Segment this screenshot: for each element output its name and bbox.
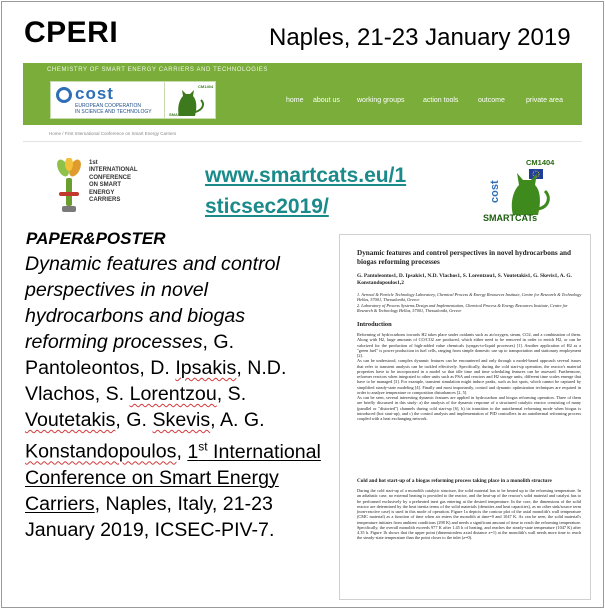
author: Voutetakis bbox=[25, 409, 116, 431]
breadcrumb[interactable]: Home / First International Conference on Smart Energy Carriers bbox=[49, 131, 177, 136]
conf-ordinal: st bbox=[198, 439, 208, 453]
conf-number: 1 bbox=[187, 440, 199, 463]
paper-section-text: During the cold start-up of a monolith catalytic structure, the solid material has to be heated up to the reforming temperature. In an adiabatic case, no external heating is provided to the reactor, and the heat-up of the reactor's solid material and catalyst has to be performed exclusively by a preheated inert gas entering at the desired temperature. In the core, the dimensions of the solid reactor are determined by the heat inertia terms of the solid materials (densities and heat capacities), as no other sink/source term (non-reactive case) is used in this mode of operation. Figure 1a depicts the contour plot of the axial monolith's wall temperature (CMC material) as a function of time when air enters the monolith at time=0 and 1047 K. As can be seen, the solid material's temperature initiates from ambient conditions (298 K) and needs a significant amount of time to reach the reforming temperature. Specifically, the overall monolith exceeds 977 K after 1.45 h of heating, and reaches the steady-state temperature (1047 K) after 4.35 h. Figure 1b shows that the upper point (dimensionless axial distance z=1) at the monolith's wall needs more time to reach the steady-state temperature than the point closer to the inlet (z=0). bbox=[357, 488, 581, 541]
conf-line-4: ON SMART bbox=[89, 182, 121, 189]
cat-code: CM1404 bbox=[198, 84, 214, 89]
author: Lorentzou bbox=[129, 383, 217, 405]
sep: , D. bbox=[139, 357, 176, 379]
sep: , N.D. bbox=[236, 357, 287, 379]
url-line-1[interactable]: www.smartcats.eu/1 bbox=[205, 164, 407, 187]
location-date: Naples, 21-23 January 2019 bbox=[269, 24, 571, 51]
smartcats-brand: SMARTCATs bbox=[483, 213, 538, 223]
paper-intro-heading: Introduction bbox=[357, 321, 392, 328]
author: Vlachos bbox=[25, 383, 95, 405]
site-header-bar bbox=[23, 63, 582, 125]
event-title: CPERI bbox=[24, 16, 119, 49]
conference-url-link[interactable] bbox=[205, 160, 406, 222]
conf-line-1: 1st bbox=[89, 160, 98, 166]
nav-action-tools[interactable]: action tools bbox=[423, 97, 459, 104]
url-line-2[interactable]: sticsec2019/ bbox=[205, 195, 329, 218]
smartcats-small-logo[interactable] bbox=[164, 81, 216, 119]
conf-line-2: INTERNATIONAL bbox=[89, 167, 138, 174]
author: Ipsakis bbox=[175, 357, 237, 379]
cost-vertical-logo bbox=[489, 167, 499, 211]
cost-subtitle: EUROPEAN COOPERATION IN SCIENCE AND TECHNOLOGY bbox=[75, 103, 152, 115]
conf-line-5: ENERGY bbox=[89, 189, 115, 196]
cost-wordmark: cost bbox=[75, 84, 114, 103]
paper-preview bbox=[339, 234, 591, 600]
smartcats-code: CM1404 bbox=[526, 158, 555, 167]
conf-line-6: CARRIERS bbox=[89, 197, 121, 204]
sep: , S. bbox=[94, 383, 130, 405]
conference-logo-icon bbox=[54, 158, 84, 218]
conference-title bbox=[89, 160, 138, 204]
sep: , G. bbox=[202, 331, 235, 353]
citation-tail: , Naples, Italy, 21-23 January 2019, ICSEC-PIV-7. bbox=[25, 492, 275, 541]
site-tagline: CHEMISTRY OF SMART ENERGY CARRIERS AND TECHNOLOGIES bbox=[47, 67, 268, 73]
cost-ring-icon bbox=[56, 87, 72, 103]
paper-intro-text: Reforming of hydrocarbons towards H2 takes place under oxidants such as air/oxygen, steam, CO2, and a combination of them. Along with H2, large amounts of CO/CO2 are produced, which either need to be removed in order to enrich H2, or can be valorized for the production of high-added value chemicals (syngas-to-liquid processes) [1]. Another application of H2 as a "green fuel" is power production in fuel cells, ranging from simple domestic use up to transportation and stationary employment [2]. As can be understood, complex dynamic features can be encountered and only through a model-based approach several issues that refer to transient analysis can be tackled effectively. Specifically, during the cold start-up operation, the reactor's material properties have to be incorporated in a model so that idle time and time scheduling features can be assessed. Furthermore, reformer reactors when integrated to other units such as PSA and reactors and H2 storage units, different time scales emerge that have to be managed [3]. For example, transient simulation might induce peaks, such as hot spots, which cannot be captured by simplified steady-state modeling [4]. Finally and most importantly, control and dynamic optimization techniques are required in order to analyze temperature or composition disturbances [2, 5]. As can be seen, several interesting dynamic features are applied in hydrocarbon and biogas reforming operation. Three of them are briefly discussed in this study: a) the analysis of the dynamic response of a structured catalytic reactor consisting of many (parallel or "distorted") channels during cold start-up [6], b) its transition to the autothermal reforming mode when biogas is introduced (hot start-up), and c) the control analysis and implementation of PID controllers in an autothermal reforming process coupled with a heat exchanging network. bbox=[357, 332, 581, 421]
smartcats-logo bbox=[483, 155, 565, 227]
author: Skevis bbox=[152, 409, 211, 431]
cost-vertical-text: cost bbox=[489, 180, 501, 203]
nav-about-us[interactable]: about us bbox=[313, 97, 340, 104]
sep: , A. G. bbox=[210, 409, 265, 431]
conf-line-3: CONFERENCE bbox=[89, 174, 132, 181]
nav-private-area[interactable]: private area bbox=[526, 97, 563, 104]
citation-text bbox=[25, 251, 323, 543]
sep: , bbox=[176, 440, 188, 463]
cost-logo[interactable] bbox=[50, 81, 175, 119]
author: Pantoleontos bbox=[25, 357, 140, 379]
cat-label: SMARTCATs bbox=[169, 112, 194, 117]
publication-type: PAPER&POSTER bbox=[26, 229, 166, 248]
nav-outcome[interactable]: outcome bbox=[478, 97, 505, 104]
conf-title: International Conference on Smart Energy Carriers bbox=[25, 440, 321, 515]
cat-silhouette-icon bbox=[505, 163, 555, 217]
sep: , S. bbox=[216, 383, 247, 405]
nav-home[interactable]: home bbox=[286, 97, 304, 104]
divider bbox=[23, 141, 582, 142]
paper-preview-affiliations: 1. Aerosol & Particle Technology Laboratory, Chemical Process & Energy Resources Institute, Centre for Research & Technology Hellas, 57001, Thessaloniki, Greece 2. Laboratory of Process Systems Design and Implementation, Chemical Process & Energy Resources Institute, Centre for Research & Technology Hellas, 57001, Thessaloniki, Greece bbox=[357, 292, 582, 313]
nav-working-groups[interactable]: working groups bbox=[357, 97, 405, 104]
author: Konstandopoulos bbox=[25, 440, 177, 463]
paper-preview-authors: G. Pantoleontos1, D. Ipsakis1, N.D. Vlachos1, S. Lorentzou1, S. Voutetakis1, G. Skevis1, A. G. Konstandopoulos1,2 bbox=[357, 273, 572, 286]
paper-title: Dynamic features and control perspectives in novel hydrocarbons and biogas reforming processes bbox=[25, 253, 280, 353]
paper-section-heading: Cold and hot start-up of a biogas reforming process taking place in a monolith structure bbox=[357, 478, 552, 484]
paper-preview-title: Dynamic features and control perspectives in novel hydrocarbons and biogas reforming processes bbox=[357, 249, 572, 266]
sep: , G. bbox=[115, 409, 153, 431]
